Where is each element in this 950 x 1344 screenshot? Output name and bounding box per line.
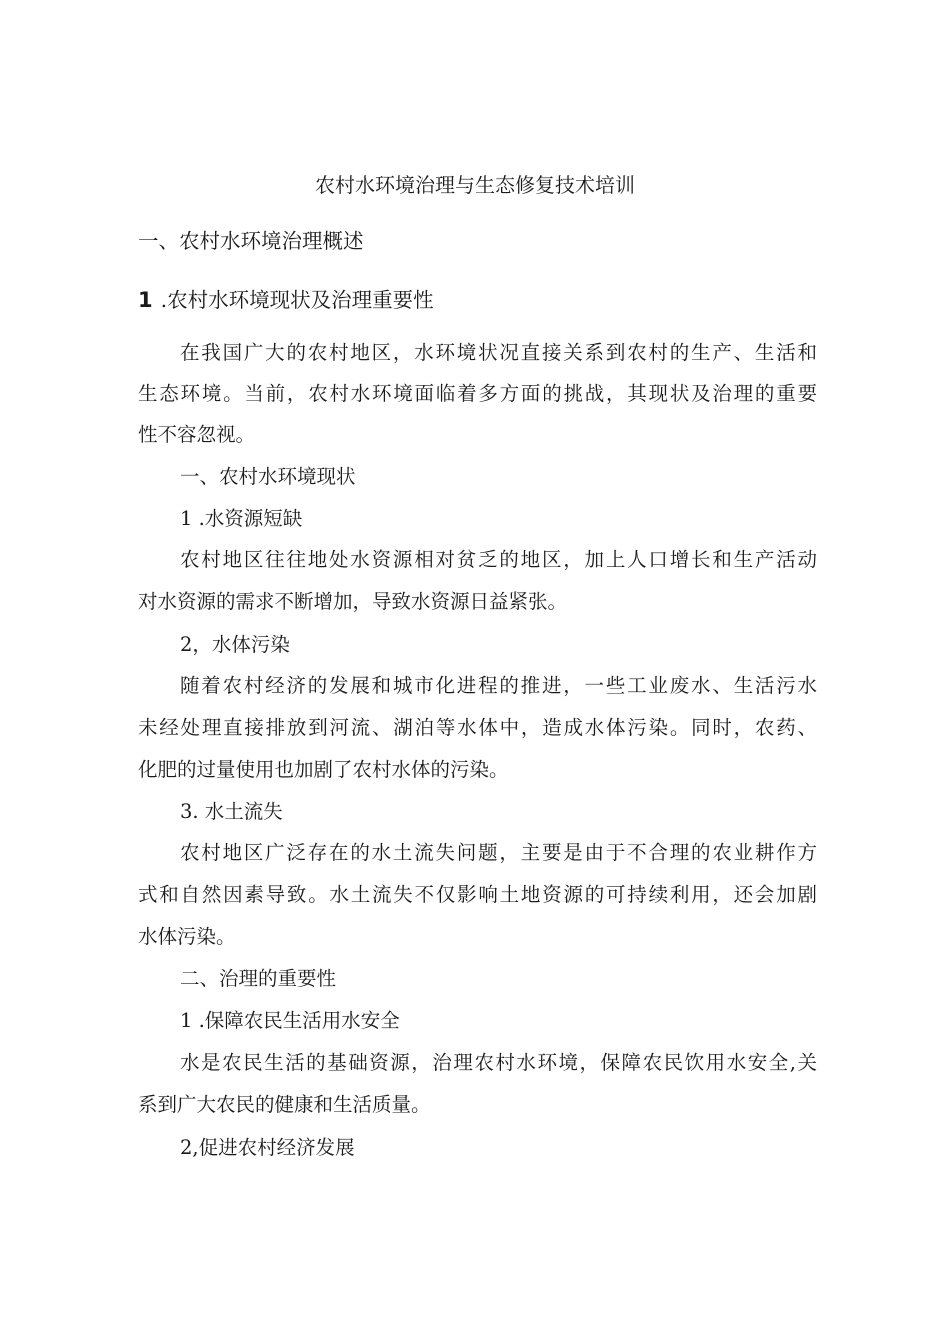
subsection-title: .农村水环境现状及治理重要性 — [160, 288, 434, 312]
item-heading: 2,促进农村经济发展 — [180, 1136, 355, 1159]
item-heading: 1 .保障农民生活用水安全 — [180, 1009, 400, 1032]
paragraph-line: 随着农村经济的发展和城市化进程的推进，一些工业废水、生活污水 — [180, 674, 817, 697]
paragraph-line: 在我国广大的农村地区，水环境状况直接关系到农村的生产、生活和 — [180, 341, 817, 364]
item-heading: 1 .水资源短缺 — [180, 507, 303, 530]
paragraph-line: 化肥的过量使用也加剧了农村水体的污染。 — [138, 758, 509, 781]
part-heading: 二、治理的重要性 — [180, 967, 337, 990]
paragraph-line: 水体污染。 — [138, 925, 236, 948]
paragraph-line: 生态环境。当前，农村水环境面临着多方面的挑战，其现状及治理的重要 — [138, 382, 817, 405]
paragraph-line: 未经处理直接排放到河流、湖泊等水体中，造成水体污染。同时，农药、 — [138, 716, 817, 739]
paragraph-line: 农村地区往往地处水资源相对贫乏的地区，加上人口增长和生产活动 — [180, 548, 817, 571]
item-heading: 3. 水土流失 — [180, 800, 283, 823]
section-heading: 一、农村水环境治理概述 — [138, 229, 364, 253]
part-heading: 一、农村水环境现状 — [180, 465, 356, 488]
item-heading: 2，水体污染 — [180, 633, 290, 656]
paragraph-line: 性不容忽视。 — [138, 423, 256, 446]
paragraph-line: 农村地区广泛存在的水土流失问题，主要是由于不合理的农业耕作方 — [180, 841, 817, 864]
subsection-heading — [138, 287, 434, 313]
paragraph-line: 系到广大农民的健康和生活质量。 — [138, 1093, 431, 1116]
subsection-number: 1 — [138, 288, 153, 312]
document-title: 农村水环境治理与生态修复技术培训 — [315, 173, 635, 197]
paragraph-line: 水是农民生活的基础资源，治理农村水环境，保障农民饮用水安全,关 — [180, 1051, 817, 1074]
paragraph-line: 对水资源的需求不断增加，导致水资源日益紧张。 — [138, 590, 568, 613]
paragraph-line: 式和自然因素导致。水土流失不仅影响土地资源的可持续利用，还会加剧 — [138, 883, 817, 906]
